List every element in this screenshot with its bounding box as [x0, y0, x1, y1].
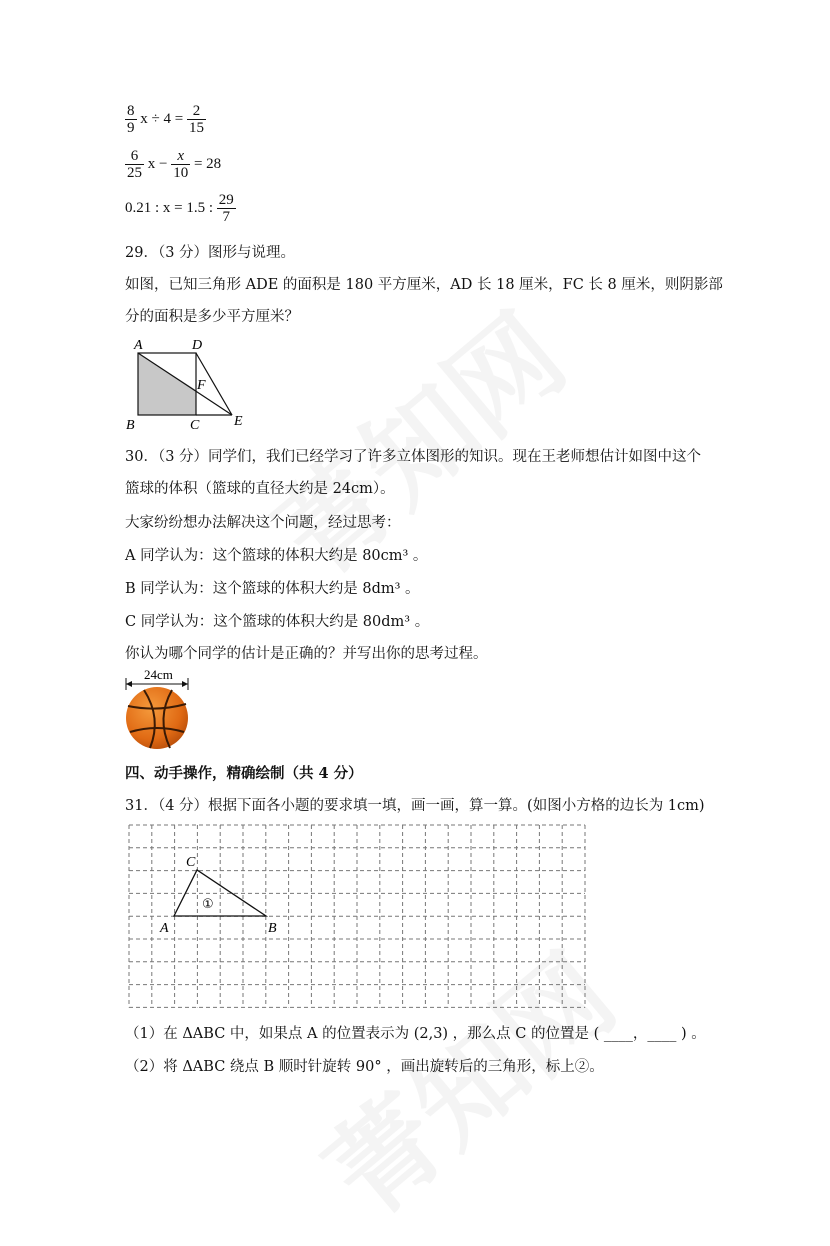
label-d: D: [192, 338, 203, 353]
q30-question: 你认为哪个同学的估计是正确的？并写出你的思考过程。: [125, 646, 488, 662]
label-circle-1: ①: [202, 897, 214, 912]
equation-3: [125, 192, 236, 225]
label-a: A: [134, 338, 143, 353]
fraction: $\frac{6}{25}$: [127, 148, 142, 181]
q29-figure: [120, 333, 260, 433]
arrow-left: [126, 681, 132, 687]
q29-text-1: 如图，已知三角形 ADE 的面积是 180 平方厘米，AD 长 18 厘米，FC 长 8 厘米，则阴影部: [125, 277, 723, 293]
equation-text: 0.21 : x = 1.5 :: [125, 199, 214, 216]
q30-option-c: C 同学认为：这个篮球的体积大约是 80dm³ 。: [125, 614, 430, 630]
q31-sub-1: （1）在 ΔABC 中，如果点 A 的位置表示为 (2,3) ，那么点 C 的位置是 ( ____，____ ) 。: [125, 1026, 706, 1042]
equation-text: = 28: [193, 155, 222, 172]
q30-header: 30．（3 分）同学们，我们已经学习了许多立体图形的知识。现在王老师想估计如图中这个: [125, 449, 702, 465]
q31-grid-figure: [128, 824, 586, 1010]
fraction: $\frac{8}{9}$: [127, 103, 135, 136]
basketball-figure: [122, 666, 194, 752]
equation-text: x ÷ 4 =: [140, 110, 184, 127]
basketball: [126, 687, 188, 749]
fraction: $\frac{29}{7}$: [218, 192, 234, 225]
label-c: C: [190, 418, 200, 433]
label-e: E: [234, 414, 243, 429]
fraction: $\frac{x}{10}$: [173, 148, 189, 181]
q31-sub-2: （2）将 ΔABC 绕点 B 顺时针旋转 90° ，画出旋转后的三角形，标上②。: [125, 1059, 604, 1075]
equation-2: [125, 148, 221, 181]
label-a: A: [160, 921, 169, 936]
q30-option-a: A 同学认为：这个篮球的体积大约是 80cm³ 。: [125, 548, 428, 564]
q30-text-3: 大家纷纷想办法解决这个问题，经过思考：: [125, 515, 401, 531]
label-c: C: [186, 855, 196, 870]
arrow-right: [182, 681, 188, 687]
label-b: B: [268, 921, 277, 936]
q30-option-b: B 同学认为：这个篮球的体积大约是 8dm³ 。: [125, 581, 420, 597]
label-f: F: [197, 378, 206, 393]
equation-text: x −: [147, 155, 168, 172]
fraction: $\frac{2}{15}$: [188, 103, 204, 136]
q29-header: 29．（3 分）图形与说理。: [125, 245, 296, 261]
q29-text-2: 分的面积是多少平方厘米？: [125, 309, 299, 325]
label-b: B: [126, 418, 135, 433]
q31-header: 31．（4 分）根据下面各小题的要求填一填，画一画，算一算。(如图小方格的边长为 1cm): [125, 798, 705, 814]
dimension-label: 24cm: [144, 667, 173, 682]
shaded-region: [138, 353, 196, 415]
q30-text-2: 篮球的体积（篮球的直径大约是 24cm）。: [125, 481, 395, 497]
section-4-heading: 四、动手操作，精确绘制（共 4 分）: [125, 765, 363, 782]
equation-1: [125, 103, 206, 136]
